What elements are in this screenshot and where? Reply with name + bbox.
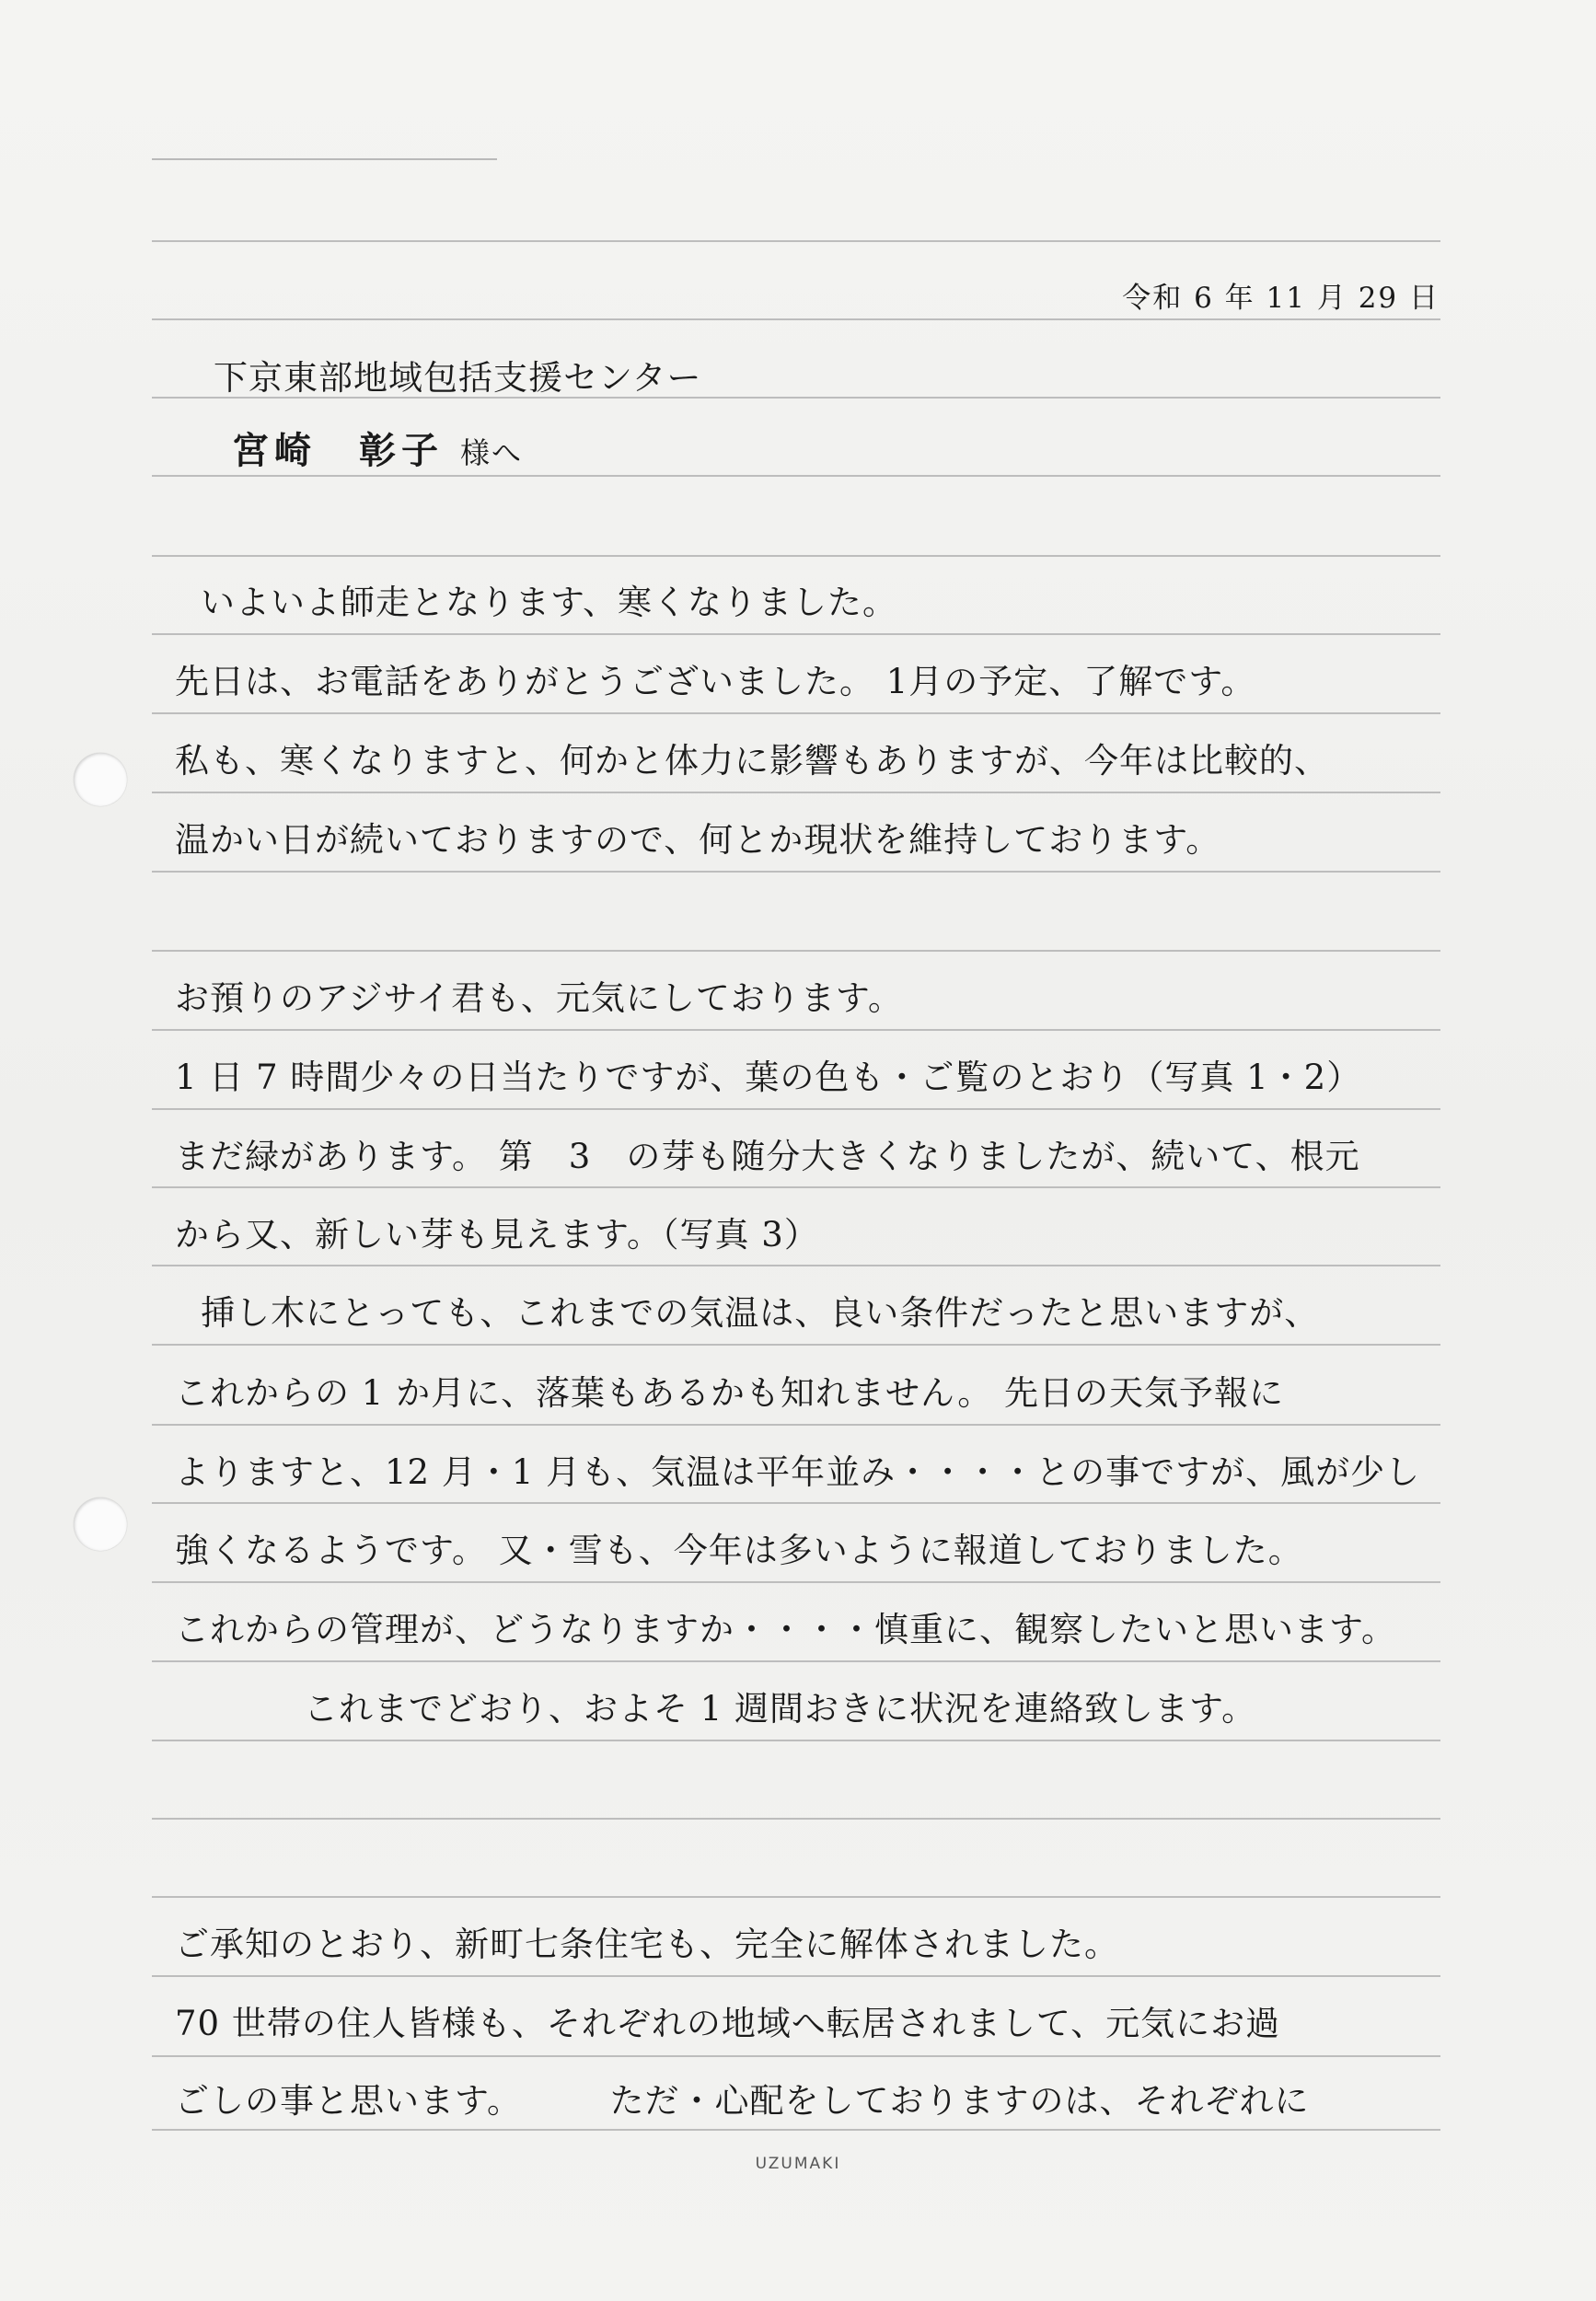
body-line: これからの 1 か月に、落葉もあるかも知れません。 先日の天気予報に (175, 1373, 1285, 1413)
body-line: 温かい日が続いておりますので、何とか現状を維持しております。 (175, 820, 1221, 860)
body-line: 私も、寒くなりますと、何かと体力に影響もありますが、今年は比較的、 (175, 741, 1329, 780)
ruled-line (152, 950, 1440, 952)
body-line: 強くなるようです。 又・雪も、今年は多いように報道しておりました。 (175, 1531, 1303, 1570)
ruled-line (152, 712, 1440, 714)
ruled-line (152, 1265, 1440, 1266)
ruled-line (152, 1344, 1440, 1346)
body-line: ご承知のとおり、新町七条住宅も、完全に解体されました。 (175, 1925, 1119, 1964)
ruled-line (152, 633, 1440, 635)
body-line: いよいよ師走となります、寒くなりました。 (201, 583, 898, 622)
recipient (232, 422, 523, 474)
ruled-line (152, 1818, 1440, 1820)
body-line: 1 日 7 時間少々の日当たりですが、葉の色も・ご覧のとおり（写真 1・2） (175, 1058, 1362, 1097)
recipient-honorific: 様へ (460, 435, 524, 470)
ruled-line (152, 475, 1440, 477)
body-line: よりますと、12 月・1 月も、気温は平年並み・・・・との事ですが、風が少し (175, 1452, 1421, 1492)
body-line: 先日は、お電話をありがとうございました。 1月の予定、了解です。 (175, 662, 1256, 701)
body-line: これからの管理が、どうなりますか・・・・慎重に、観察したいと思います。 (175, 1610, 1397, 1649)
paper-brand-mark: UZUMAKI (755, 2155, 841, 2173)
body-line: 挿し木にとっても、これまでの気温は、良い条件だったと思いますが、 (201, 1293, 1320, 1333)
punch-hole-lower (74, 1497, 127, 1551)
recipient-name: 宮崎 彰子 (232, 429, 444, 472)
ruled-line (152, 871, 1440, 873)
body-line: から又、新しい芽も見えます。（写真 3） (175, 1215, 819, 1255)
ruled-line (152, 1660, 1440, 1662)
body-line: お預りのアジサイ君も、元気にしております。 (175, 978, 903, 1018)
recipient-organization: 下京東部地域包括支援センター (214, 358, 702, 398)
ruled-line (152, 1896, 1440, 1898)
body-line: まだ緑があります。 第 3 の芽も随分大きくなりましたが、続いて、根元 (175, 1137, 1360, 1176)
ruled-line (152, 1975, 1440, 1977)
ruled-line (152, 1424, 1440, 1426)
ruled-line (152, 792, 1440, 793)
ruled-line (152, 1029, 1440, 1031)
ruled-line (152, 1502, 1440, 1504)
punch-hole-upper (74, 753, 127, 806)
ruled-line (152, 1186, 1440, 1188)
ruled-line (152, 1581, 1440, 1583)
ruled-line (152, 1108, 1440, 1110)
ruled-line (152, 555, 1440, 557)
ruled-line (152, 2055, 1440, 2057)
letter-date: 令和 6 年 11 月 29 日 (1122, 282, 1440, 315)
ruled-line (152, 2129, 1440, 2131)
body-line: これまでどおり、およそ 1 週間おきに状況を連絡致します。 (304, 1689, 1257, 1729)
body-line: 70 世帯の住人皆様も、それぞれの地域へ転居されまして、元気にお過 (175, 2004, 1281, 2043)
ruled-line (152, 318, 1440, 320)
header-short-rule (152, 158, 497, 160)
ruled-line (152, 240, 1440, 242)
ruled-line (152, 1740, 1440, 1741)
body-line: ごしの事と思います。 ただ・心配をしておりますのは、それぞれに (175, 2081, 1310, 2121)
